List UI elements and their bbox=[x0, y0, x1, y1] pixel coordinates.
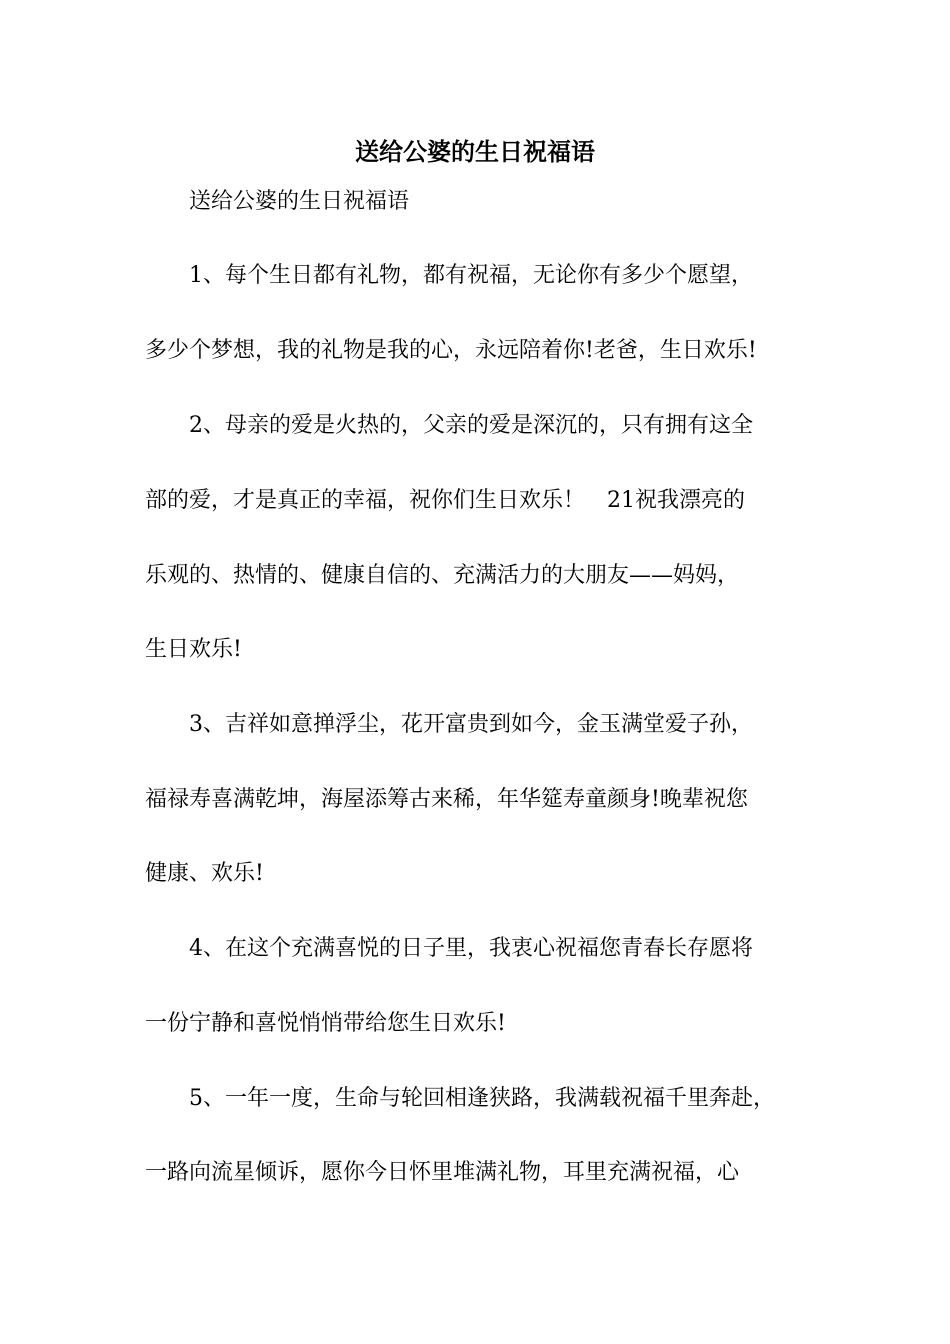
body-line: 部的爱，才是真正的幸福，祝你们生日欢乐！ 21祝我漂亮的 bbox=[145, 488, 745, 513]
body-line: 一路向流星倾诉，愿你今日怀里堆满礼物，耳里充满祝福，心 bbox=[145, 1160, 740, 1185]
body-line: 3、吉祥如意掸浮尘，花开富贵到如今，金玉满堂爱子孙， bbox=[145, 712, 753, 737]
body-line: 健康、欢乐! bbox=[145, 861, 264, 886]
body-line: 2、母亲的爱是火热的，父亲的爱是深沉的，只有拥有这全 bbox=[145, 413, 753, 438]
body-line: 5、一年一度，生命与轮回相逢狭路，我满载祝福千里奔赴， bbox=[145, 1086, 775, 1111]
body-line: 多少个梦想，我的礼物是我的心，永远陪着你!老爸，生日欢乐! bbox=[145, 338, 757, 363]
body-line: 1、每个生日都有礼物，都有祝福，无论你有多少个愿望， bbox=[145, 263, 753, 288]
body-line: 一份宁静和喜悦悄悄带给您生日欢乐! bbox=[145, 1011, 506, 1036]
body-line: 乐观的、热情的、健康自信的、充满活力的大朋友——妈妈， bbox=[145, 563, 740, 588]
body-line: 福禄寿喜满乾坤，海屋添筹古来稀，年华筵寿童颜身!晚辈祝您 bbox=[145, 787, 748, 812]
body-line: 送给公婆的生日祝福语 bbox=[145, 189, 410, 214]
document-title: 送给公婆的生日祝福语 bbox=[355, 138, 595, 166]
body-line: 4、在这个充满喜悦的日子里，我衷心祝福您青春长存愿将 bbox=[145, 936, 753, 961]
body-line: 生日欢乐! bbox=[145, 637, 242, 662]
